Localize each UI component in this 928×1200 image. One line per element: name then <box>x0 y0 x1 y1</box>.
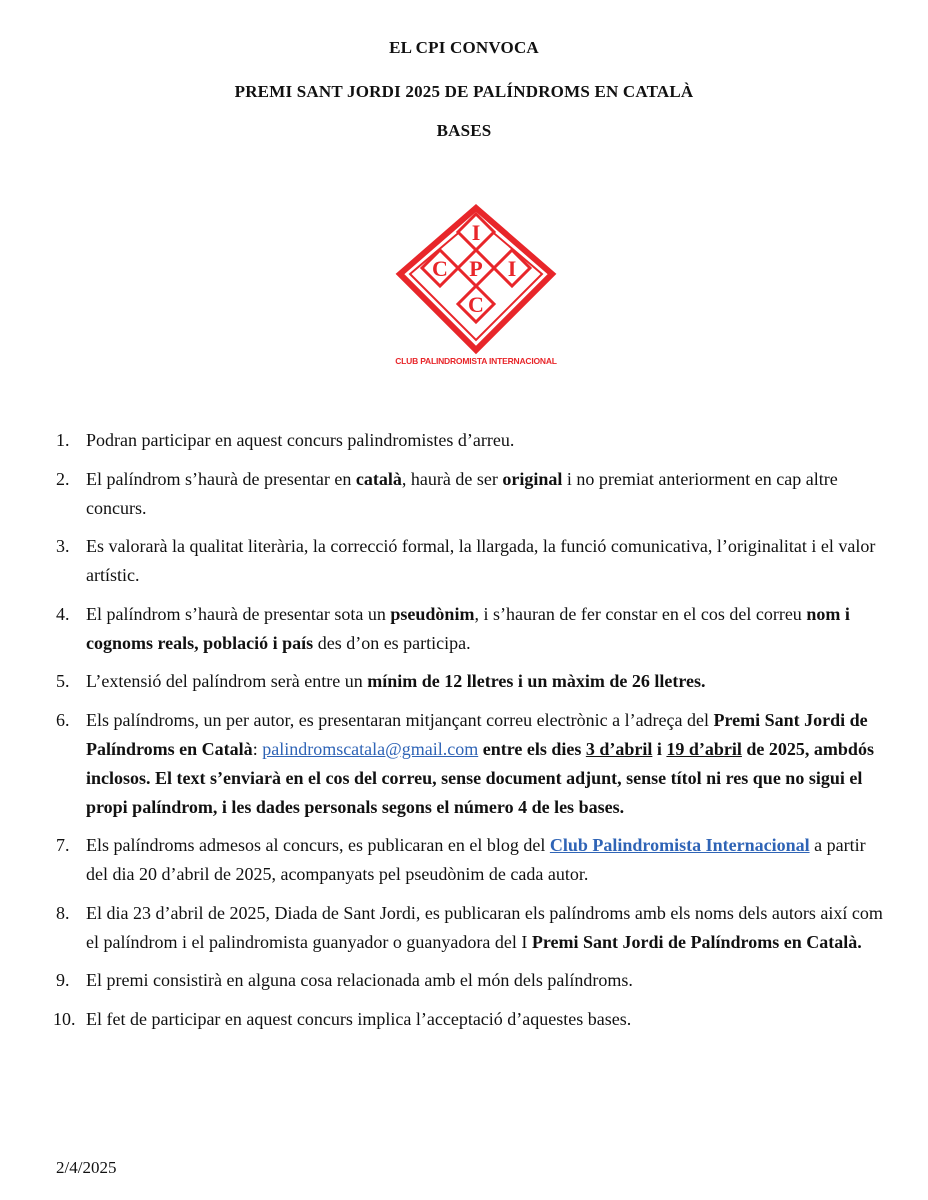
rule-number: 4. <box>56 603 70 624</box>
rules-list <box>53 426 886 1043</box>
rule-7 <box>56 831 886 889</box>
rule-text: Podran participar en aquest concurs palindromistes d’arreu. <box>86 430 515 450</box>
rule-text: des d’on es participa. <box>313 632 471 653</box>
rule-emphasis: nom i cognoms reals, població i país <box>86 603 850 653</box>
rule-text: L’extensió del palíndrom serà entre un <box>86 671 368 691</box>
rule-text: El dia 23 d’abril de 2025, Diada de Sant Jordi, es publicaran els palíndroms amb els noms dels autors així com el palíndrom i el palindromista guanyador o guanyadora del I <box>86 902 883 952</box>
email-link[interactable]: palindromscatala@gmail.com <box>262 738 479 759</box>
rule-emphasis: Premi Sant Jordi de Palíndroms en Català. <box>531 931 862 952</box>
title-bases: BASES <box>436 121 492 140</box>
document-date: 2/4/2025 <box>56 1158 117 1177</box>
rule-number: 10. <box>53 1008 76 1029</box>
rule-emphasis: de 2025, ambdós inclosos. El text s’enviarà en el cos del correu, sense document adjunt, sense títol ni res que no sigui el propi palíndrom, i les dades personals segons el número 4 de les bases. <box>86 738 874 817</box>
rule-text: El palíndrom s’haurà de presentar en <box>86 468 356 489</box>
rule-2 <box>56 465 886 523</box>
rule-text: a partir del dia 20 d’abril de 2025, acompanyats pel pseudònim de cada autor. <box>86 835 866 884</box>
rule-emphasis: Premi Sant Jordi de Palíndroms en Català <box>86 709 868 759</box>
rule-9 <box>56 966 886 995</box>
rule-text: Els palíndroms admesos al concurs, es publicaran en el blog del <box>86 835 550 855</box>
club-link[interactable]: Club Palindromista Internacional <box>549 835 810 855</box>
rule-6 <box>56 706 886 822</box>
rule-number: 7. <box>56 835 70 855</box>
rule-text: Els palíndroms, un per autor, es presentaran mitjançant correu electrònic a l’adreça del <box>86 709 714 730</box>
date-end: 19 d’abril <box>666 738 742 759</box>
logo-letter-left: C <box>432 256 448 281</box>
rule-10 <box>53 1005 886 1034</box>
logo-letter-center: P <box>469 256 483 281</box>
logo-letter-right: I <box>507 256 517 281</box>
rule-3 <box>56 532 886 590</box>
rule-text: El premi consistirà en alguna cosa relacionada amb el món dels palíndroms. <box>86 970 633 990</box>
rule-text: Es valorarà la qualitat literària, la correcció formal, la llargada, la funció comunicativa, l’originalitat i el valor artístic. <box>86 536 876 585</box>
rule-number: 8. <box>56 902 70 923</box>
logo-letter-bottom: C <box>468 292 484 317</box>
rule-5 <box>56 667 886 696</box>
rule-emphasis: entre els dies <box>478 738 586 759</box>
rule-emphasis: català <box>355 468 402 489</box>
rule-text: , i s’hauran de fer constar en el cos del correu <box>474 603 807 624</box>
date-start: 3 d’abril <box>585 738 653 759</box>
rule-number: 9. <box>56 970 70 990</box>
rule-emphasis: i <box>652 738 667 759</box>
rule-text: i no premiat anteriorment en cap altre concurs. <box>86 468 838 518</box>
rule-4 <box>56 600 886 658</box>
rule-1 <box>56 426 886 455</box>
rule-emphasis: mínim de 12 lletres i un màxim de 26 lletres. <box>367 671 706 691</box>
logo-letter-top: I <box>471 220 481 245</box>
rule-number: 2. <box>56 468 70 489</box>
rule-emphasis: pseudònim <box>390 603 475 624</box>
rule-8 <box>56 899 886 957</box>
rule-text: : <box>252 738 263 759</box>
cpi-logo <box>388 200 564 372</box>
rule-text: El fet de participar en aquest concurs implica l’acceptació d’aquestes bases. <box>86 1008 632 1029</box>
rule-emphasis: original <box>502 468 563 489</box>
title-convoca: EL CPI CONVOCA <box>389 38 539 57</box>
logo-caption: CLUB PALINDROMISTA INTERNACIONAL <box>395 356 557 366</box>
rule-number: 1. <box>56 430 70 450</box>
rule-number: 6. <box>56 709 70 730</box>
rule-number: 3. <box>56 536 70 556</box>
rule-number: 5. <box>56 671 70 691</box>
title-premi: PREMI SANT JORDI 2025 DE PALÍNDROMS EN CATALÀ <box>234 82 694 101</box>
rule-text: El palíndrom s’haurà de presentar sota un <box>86 603 391 624</box>
rule-text: , haurà de ser <box>401 468 503 489</box>
